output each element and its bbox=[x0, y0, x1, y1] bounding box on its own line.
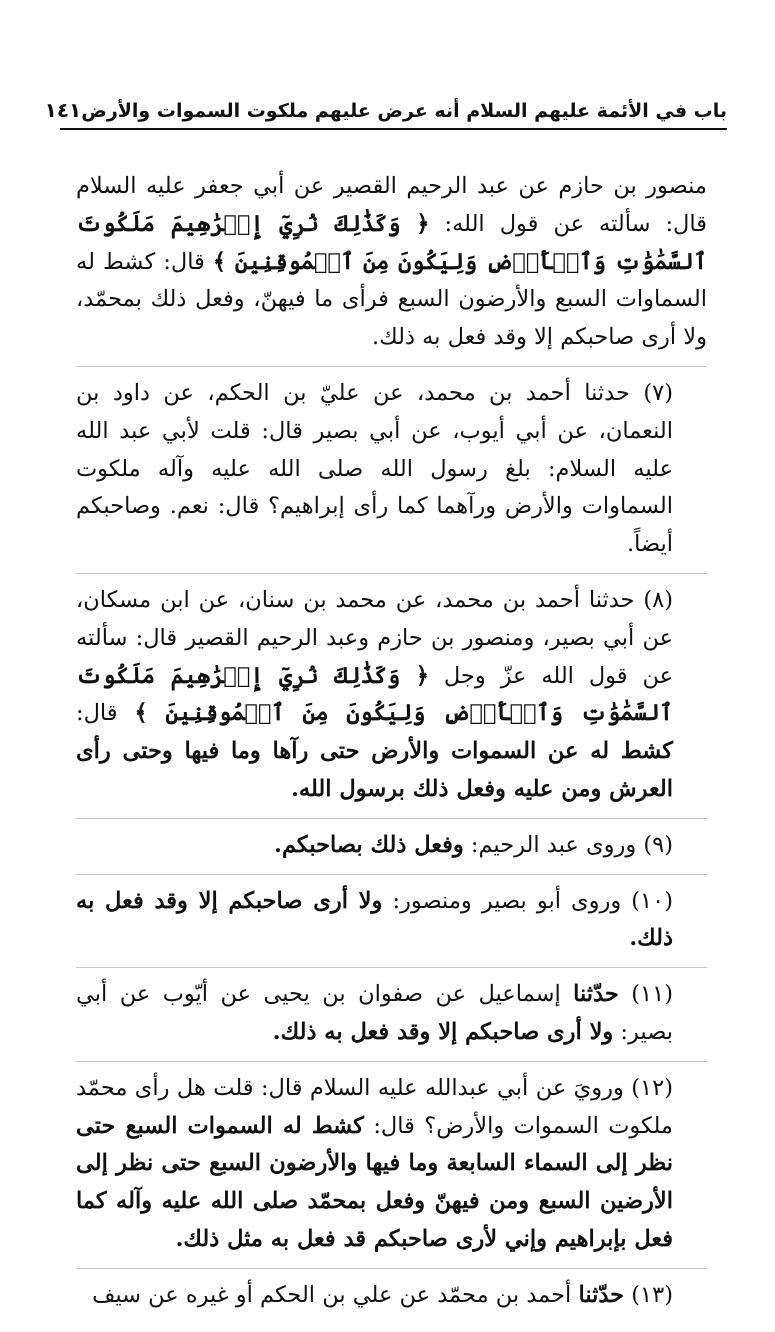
page-number: ١٤١ bbox=[44, 98, 82, 122]
bold-narration: كشط له السموات السبع حتى نظر إلى السماء السابعة وما فيها والأرضون السبع حتى نظر إلى الأرضين السبع ومن فيهنّ وفعل بمحمّد صلى الله عليه وآله كما فعل بإبراهيم وإني لأرى صاحبكم قد فعل به مثل ذلك. bbox=[76, 1112, 673, 1252]
narration-text: منصور بن حازم عن عبد الرحيم القصير عن أبي جعفر عليه السلام قال: سألته عن قول الله: bbox=[76, 173, 707, 237]
narration-text: (١٢) ورويَ عن أبي عبدالله عليه السلام قال: قلت هل رأى محمّد ملكوت السموات والأرض؟ قال: bbox=[76, 1074, 673, 1139]
quran-verse: ﴿ وَكَذَٰلِكَ نُرِيٓ إِبۡرَٰهِيمَ مَلَكُوتَ ٱلسَّمَٰوَٰتِ وَٱلۡأَرۡضِ وَلِيَكُونَ مِنَ ٱلۡمُوقِنِينَ ﴾ bbox=[76, 210, 707, 275]
narration-text: أحمد بن محمّد عن علي بن الحكم أو غيره عن سيف bbox=[92, 1281, 579, 1308]
hadith-12 bbox=[76, 1070, 707, 1269]
narration-text: (١٠) وروى أبو بصير ومنصور: bbox=[382, 887, 673, 914]
main-text bbox=[76, 168, 707, 1332]
bold-narration: ولا أرى صاحبكم إلا وقد فعل به ذلك. bbox=[76, 887, 673, 952]
chapter-title: باب في الأئمة عليهم السلام أنه عرض عليهم ملكوت السموات والأرض bbox=[81, 100, 727, 122]
bold-narration: حدّثنا bbox=[573, 981, 619, 1008]
hadith-13 bbox=[76, 1277, 707, 1324]
hadith-7 bbox=[76, 375, 707, 574]
narration-text: (٨) حدثنا أحمد بن محمد، عن محمد بن سنان، عن ابن مسكان، عن أبي بصير، ومنصور بن حازم وعبد الرحيم القصير قال: سألته عن قول الله عزّ وجل bbox=[76, 586, 674, 689]
running-header bbox=[44, 78, 727, 130]
paragraph-continuation bbox=[76, 168, 707, 367]
narration-text: (٧) حدثنا أحمد بن محمد، عن عليّ بن الحكم، عن داود بن النعمان، عن أبي أيوب، عن أبي بصير قال: قلت لأبي عبد الله عليه السلام: بلغ رسول الله صلى الله عليه وآله ملكوت السماوات والأرض ورآهما كما رأى إبراهيم؟ قال: نعم. وصاحبكم أيضاً. bbox=[76, 379, 673, 558]
bold-narration: ولا أرى صاحبكم إلا وقد فعل به ذلك. bbox=[272, 1018, 614, 1045]
narration-text: قال: bbox=[76, 700, 135, 727]
quran-verse: ﴿ وَكَذَٰلِكَ نُرِيٓ إِبۡرَٰهِيمَ مَلَكُوتَ ٱلسَّمَٰوَٰتِ وَٱلۡأَرۡضِ وَلِيَكُونَ مِنَ ٱلۡمُوقِنِينَ ﴾ bbox=[76, 662, 673, 727]
narration-text: (١١) bbox=[618, 981, 673, 1008]
hadith-11 bbox=[76, 976, 707, 1062]
bold-narration: وفعل ذلك بصاحبكم. bbox=[274, 831, 464, 858]
hadith-8 bbox=[76, 582, 707, 819]
narration-text: (١٣) bbox=[624, 1281, 673, 1308]
hadith-10 bbox=[76, 883, 707, 969]
bold-narration: كشط له عن السموات والأرض حتى رآها وما فيها وحتى رأى العرش ومن عليه وفعل ذلك برسول الله. bbox=[76, 738, 673, 802]
hadith-9 bbox=[76, 827, 707, 875]
narration-text: إسماعيل عن صفوان بن يحيى عن أيّوب عن أبي بصير: bbox=[76, 981, 673, 1045]
bold-narration: حدّثنا bbox=[578, 1281, 625, 1308]
narration-text: قال: كشط له السماوات السبع والأرضون السبع فرأى ما فيهنّ، وفعل ذلك بمحمّد، ولا أرى صاحبكم إلا وقد فعل به ذلك. bbox=[76, 248, 707, 351]
narration-text: (٩) وروى عبد الرحيم: bbox=[463, 831, 673, 858]
